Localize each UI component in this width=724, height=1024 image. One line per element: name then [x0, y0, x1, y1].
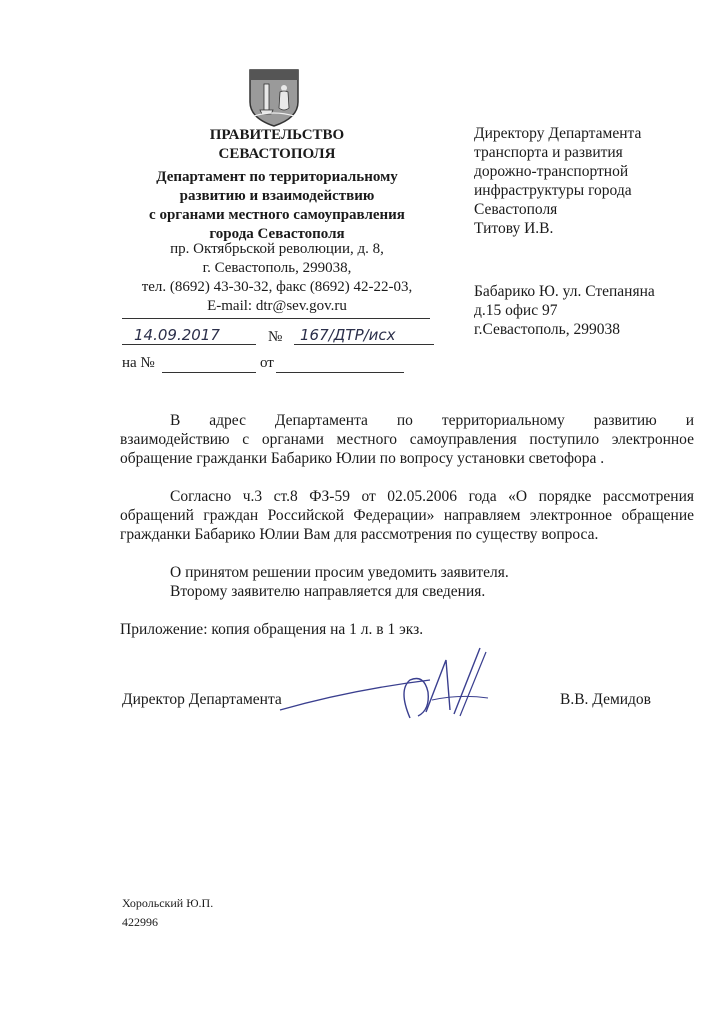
addressee-line: Титову И.В.: [474, 220, 554, 237]
date-line: [122, 344, 256, 345]
dept-line: города Севастополя: [209, 226, 345, 242]
addressee-line: Севастополя: [474, 201, 558, 218]
paragraph-3: О принятом решении просим уведомить заявителя.: [170, 564, 509, 581]
handwritten-signature: [260, 640, 500, 730]
address-line: г. Севастополь, 299038,: [202, 260, 352, 276]
ref-label: на №: [122, 355, 155, 371]
dept-line: Департамент по территориальному: [156, 169, 398, 185]
registration-date: 14.09.2017: [134, 326, 220, 344]
ref-number-line: [162, 372, 256, 373]
email-line: E-mail: dtr@sev.gov.ru: [207, 298, 347, 314]
dept-line: с органами местного самоуправления: [149, 207, 405, 223]
paragraph-4: Второму заявителю направляется для сведения.: [170, 583, 486, 600]
copy-line: Бабарико Ю. ул. Степаняна: [474, 283, 655, 300]
signatory-name: В.В. Демидов: [560, 691, 652, 708]
government-name: [118, 126, 436, 164]
executor-name: Хорольский Ю.П.: [122, 896, 214, 910]
addressee-block: [474, 124, 714, 238]
attachment-note: Приложение: копия обращения на 1 л. в 1 экз.: [120, 621, 424, 638]
addressee-line: Директору Департамента: [474, 125, 642, 142]
header-divider: [122, 318, 430, 319]
paragraph-2: Согласно ч.3 ст.8 ФЗ-59 от 02.05.2006 года «О порядке рассмотрения обращений граждан Российской Федерации» направляем электронное обращение гражданки Бабарико Юлии Вам для рассмотрения по существу вопроса.: [120, 488, 694, 543]
copy-addressee-block: [474, 282, 714, 339]
coat-of-arms-emblem: [246, 66, 302, 128]
gov-line-1: ПРАВИТЕЛЬСТВО: [209, 127, 345, 143]
executor-phone: 422996: [122, 915, 158, 929]
copy-line: г.Севастополь, 299038: [474, 321, 620, 338]
address-line: пр. Октябрьской революции, д. 8,: [170, 241, 384, 257]
dept-line: развитию и взаимодействию: [179, 188, 375, 204]
ref-date-line: [276, 372, 404, 373]
address-line: тел. (8692) 43-30-32, факс (8692) 42-22-03,: [141, 279, 413, 295]
registration-number: 167/ДТР/исх: [300, 326, 396, 344]
addressee-line: дорожно-транспортной: [474, 163, 629, 180]
signatory-position: Директор Департамента: [122, 691, 282, 708]
department-name: [118, 168, 436, 244]
paragraph-1: взаимодействию с органами местного самоуправления поступило электронное обращение гражданки Бабарико Юлии по вопросу установки светофора .: [120, 431, 694, 467]
gov-line-2: СЕВАСТОПОЛЯ: [218, 146, 336, 162]
number-line: [294, 344, 434, 345]
number-sign: №: [268, 329, 283, 345]
addressee-line: инфраструктуры города: [474, 182, 632, 199]
copy-line: д.15 офис 97: [474, 302, 558, 319]
from-label: от: [260, 355, 274, 371]
department-address: [118, 240, 436, 316]
paragraph-1-first-line: В адрес Департамента по территориальному развитию и: [170, 412, 694, 429]
addressee-line: транспорта и развития: [474, 144, 623, 161]
